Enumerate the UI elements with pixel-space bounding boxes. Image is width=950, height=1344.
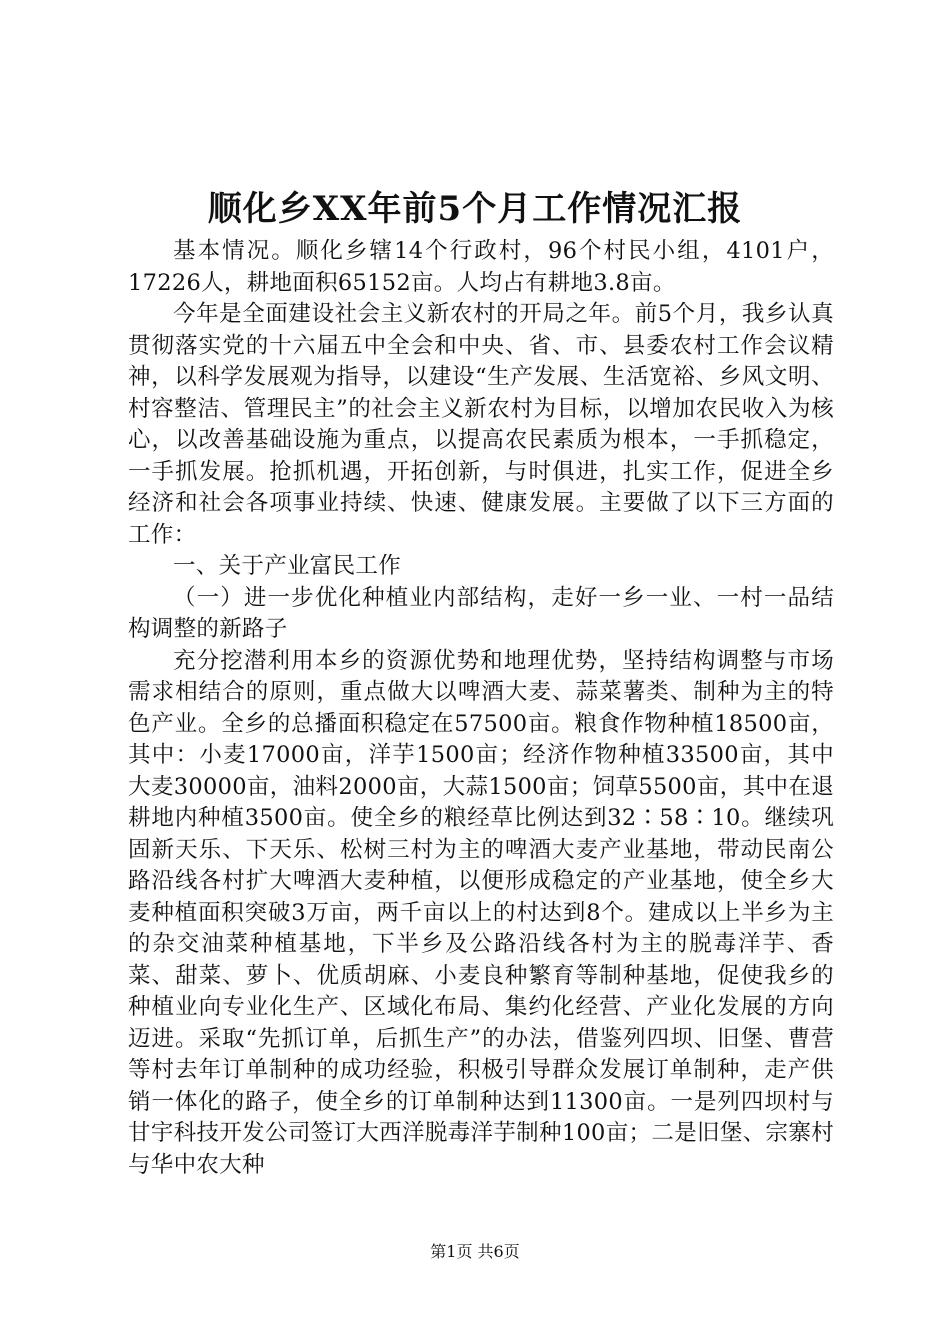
paragraph-overview: 今年是全面建设社会主义新农村的开局之年。前5个月，我乡认真贯彻落实党的十六届五中全会和中央、省、市、县委农村工作会议精神，以科学发展观为指导，以建设“生产发展、生活宽裕、乡风文明、村容整洁、管理民主”的社会主义新农村为目标，以增加农民收入为核心，以改善基础设施为重点，以提高农民素质为根本，一手抓稳定，一手抓发展。抢抓机遇，开拓创新，与时俱进，扎实工作，促进全乡经济和社会各项事业持续、快速、健康发展。主要做了以下三方面的工作： [128, 301, 834, 548]
section-heading: 一、关于产业富民工作 [173, 553, 402, 579]
paragraph-planting-structure: 充分挖潜利用本乡的资源优势和地理优势，坚持结构调整与市场需求相结合的原则，重点做大以啤酒大麦、蒜菜薯类、制种为主的特色产业。全乡的总播面积稳定在57500亩。粮食作物种植18500亩，其中：小麦17000亩，洋芋1500亩；经济作物种植33500亩，其中大麦30000亩，油料2000亩，大蒜1500亩；饲草5500亩，其中在退耕地内种植3500亩。使全乡的粮经草比例达到32∶58∶10。继续巩固新天乐、下天乐、松树三村为主的啤酒大麦产业基地，带动民南公路沿线各村扩大啤酒大麦种植，以便形成稳定的产业基地，使全乡大麦种植面积突破3万亩，两千亩以上的村达到8个。建成以上半乡为主的杂交油菜种植基地，下半乡及公路沿线各村为主的脱毒洋芋、香菜、甜菜、萝卜、优质胡麻、小麦良种繁育等制种基地，促使我乡的种植业向专业化生产、区域化布局、集约化经营、产业化发展的方向迈进。采取“先抓订单，后抓生产”的办法，借鉴列四坝、旧堡、曹营等村去年订单制种的成功经验，积极引导群众发展订单制种，走产供销一体化的路子，使全乡的订单制种达到11300亩。一是列四坝村与甘宇科技开发公司签订大西洋脱毒洋芋制种100亩；二是旧堡、宗寨村与华中农大种 [128, 647, 834, 1178]
document-title: 顺化乡XX年前5个月工作情况汇报 [207, 189, 743, 229]
document-body [128, 236, 834, 1181]
paragraph-basic-info: 基本情况。顺化乡辖14个行政村，96个村民小组，4101户，17226人，耕地面积65152亩。人均占有耕地3.8亩。 [128, 238, 834, 296]
page-number: 第1页 共6页 [430, 1242, 520, 1261]
subsection-heading: （一）进一步优化种植业内部结构，走好一乡一业、一村一品结构调整的新路子 [128, 584, 834, 642]
